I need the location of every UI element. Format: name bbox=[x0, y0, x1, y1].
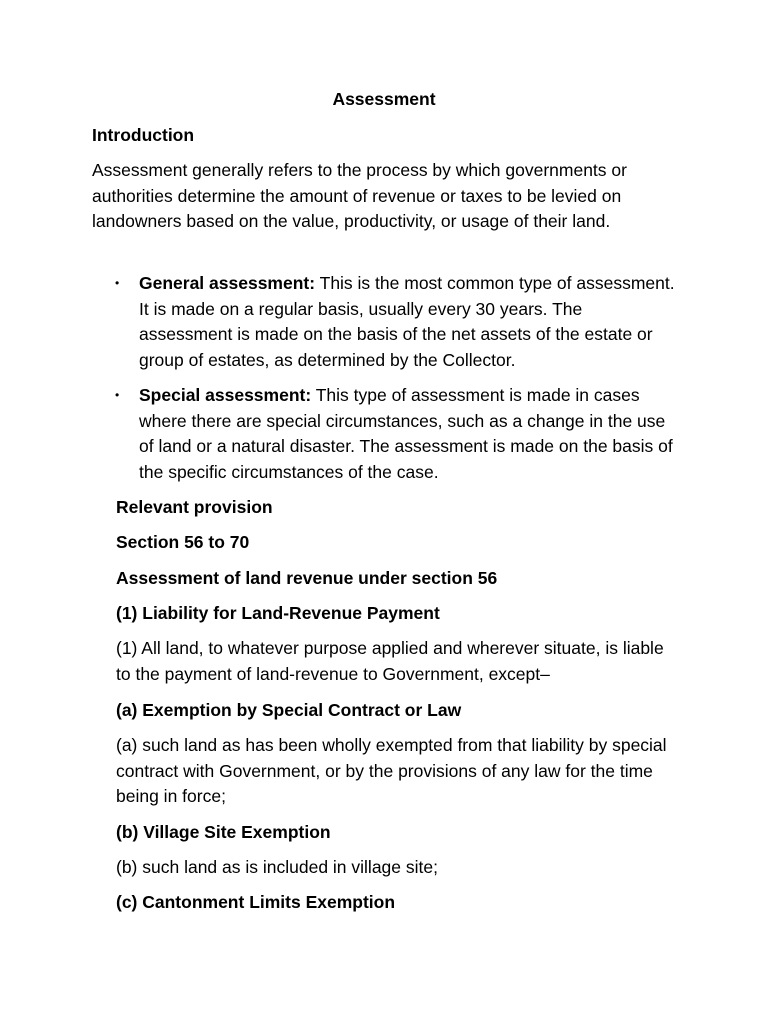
exemption-a-heading: (a) Exemption by Special Contract or Law bbox=[116, 700, 462, 720]
list-item-general-assessment bbox=[139, 271, 679, 373]
special-assessment-text: This type of assessment is made in cases where there are special circumstances, such as a change in the use of land or a natural disaster. The assessment is made on the basis of the specific circumstances of the case. bbox=[139, 385, 673, 482]
relevant-provision-heading: Relevant provision bbox=[116, 497, 273, 517]
assessment-types-list bbox=[139, 271, 679, 495]
exemption-c-heading: (c) Cantonment Limits Exemption bbox=[116, 892, 396, 912]
general-assessment-text: This is the most common type of assessment. It is made on a regular basis, usually every 30 years. The assessment is made on the basis of the net assets of the estate or group of estates, as determined by the Collector. bbox=[139, 273, 675, 370]
section-range-heading: Section 56 to 70 bbox=[116, 532, 250, 552]
introduction-heading: Introduction bbox=[92, 125, 195, 145]
exemption-b-paragraph: (b) such land as is included in village site; bbox=[116, 857, 438, 877]
special-assessment-label: Special assessment: bbox=[139, 385, 312, 405]
assessment-section-heading: Assessment of land revenue under section 56 bbox=[116, 568, 498, 588]
liability-paragraph: (1) All land, to whatever purpose applied and wherever situate, is liable to the payment of land-revenue to Government, except– bbox=[116, 638, 664, 684]
exemption-a-paragraph: (a) such land as has been wholly exempted from that liability by special contract with Government, or by the provisions of any law for the time being in force; bbox=[116, 735, 667, 806]
liability-heading: (1) Liability for Land-Revenue Payment bbox=[116, 603, 440, 623]
list-item-special-assessment bbox=[139, 383, 679, 485]
document-title: Assessment bbox=[332, 89, 436, 109]
exemption-b-heading: (b) Village Site Exemption bbox=[116, 822, 331, 842]
introduction-paragraph: Assessment generally refers to the process by which governments or authorities determine the amount of revenue or taxes to be levied on landowners based on the value, productivity, or usage of their land. bbox=[92, 160, 627, 231]
general-assessment-label: General assessment: bbox=[139, 273, 316, 293]
